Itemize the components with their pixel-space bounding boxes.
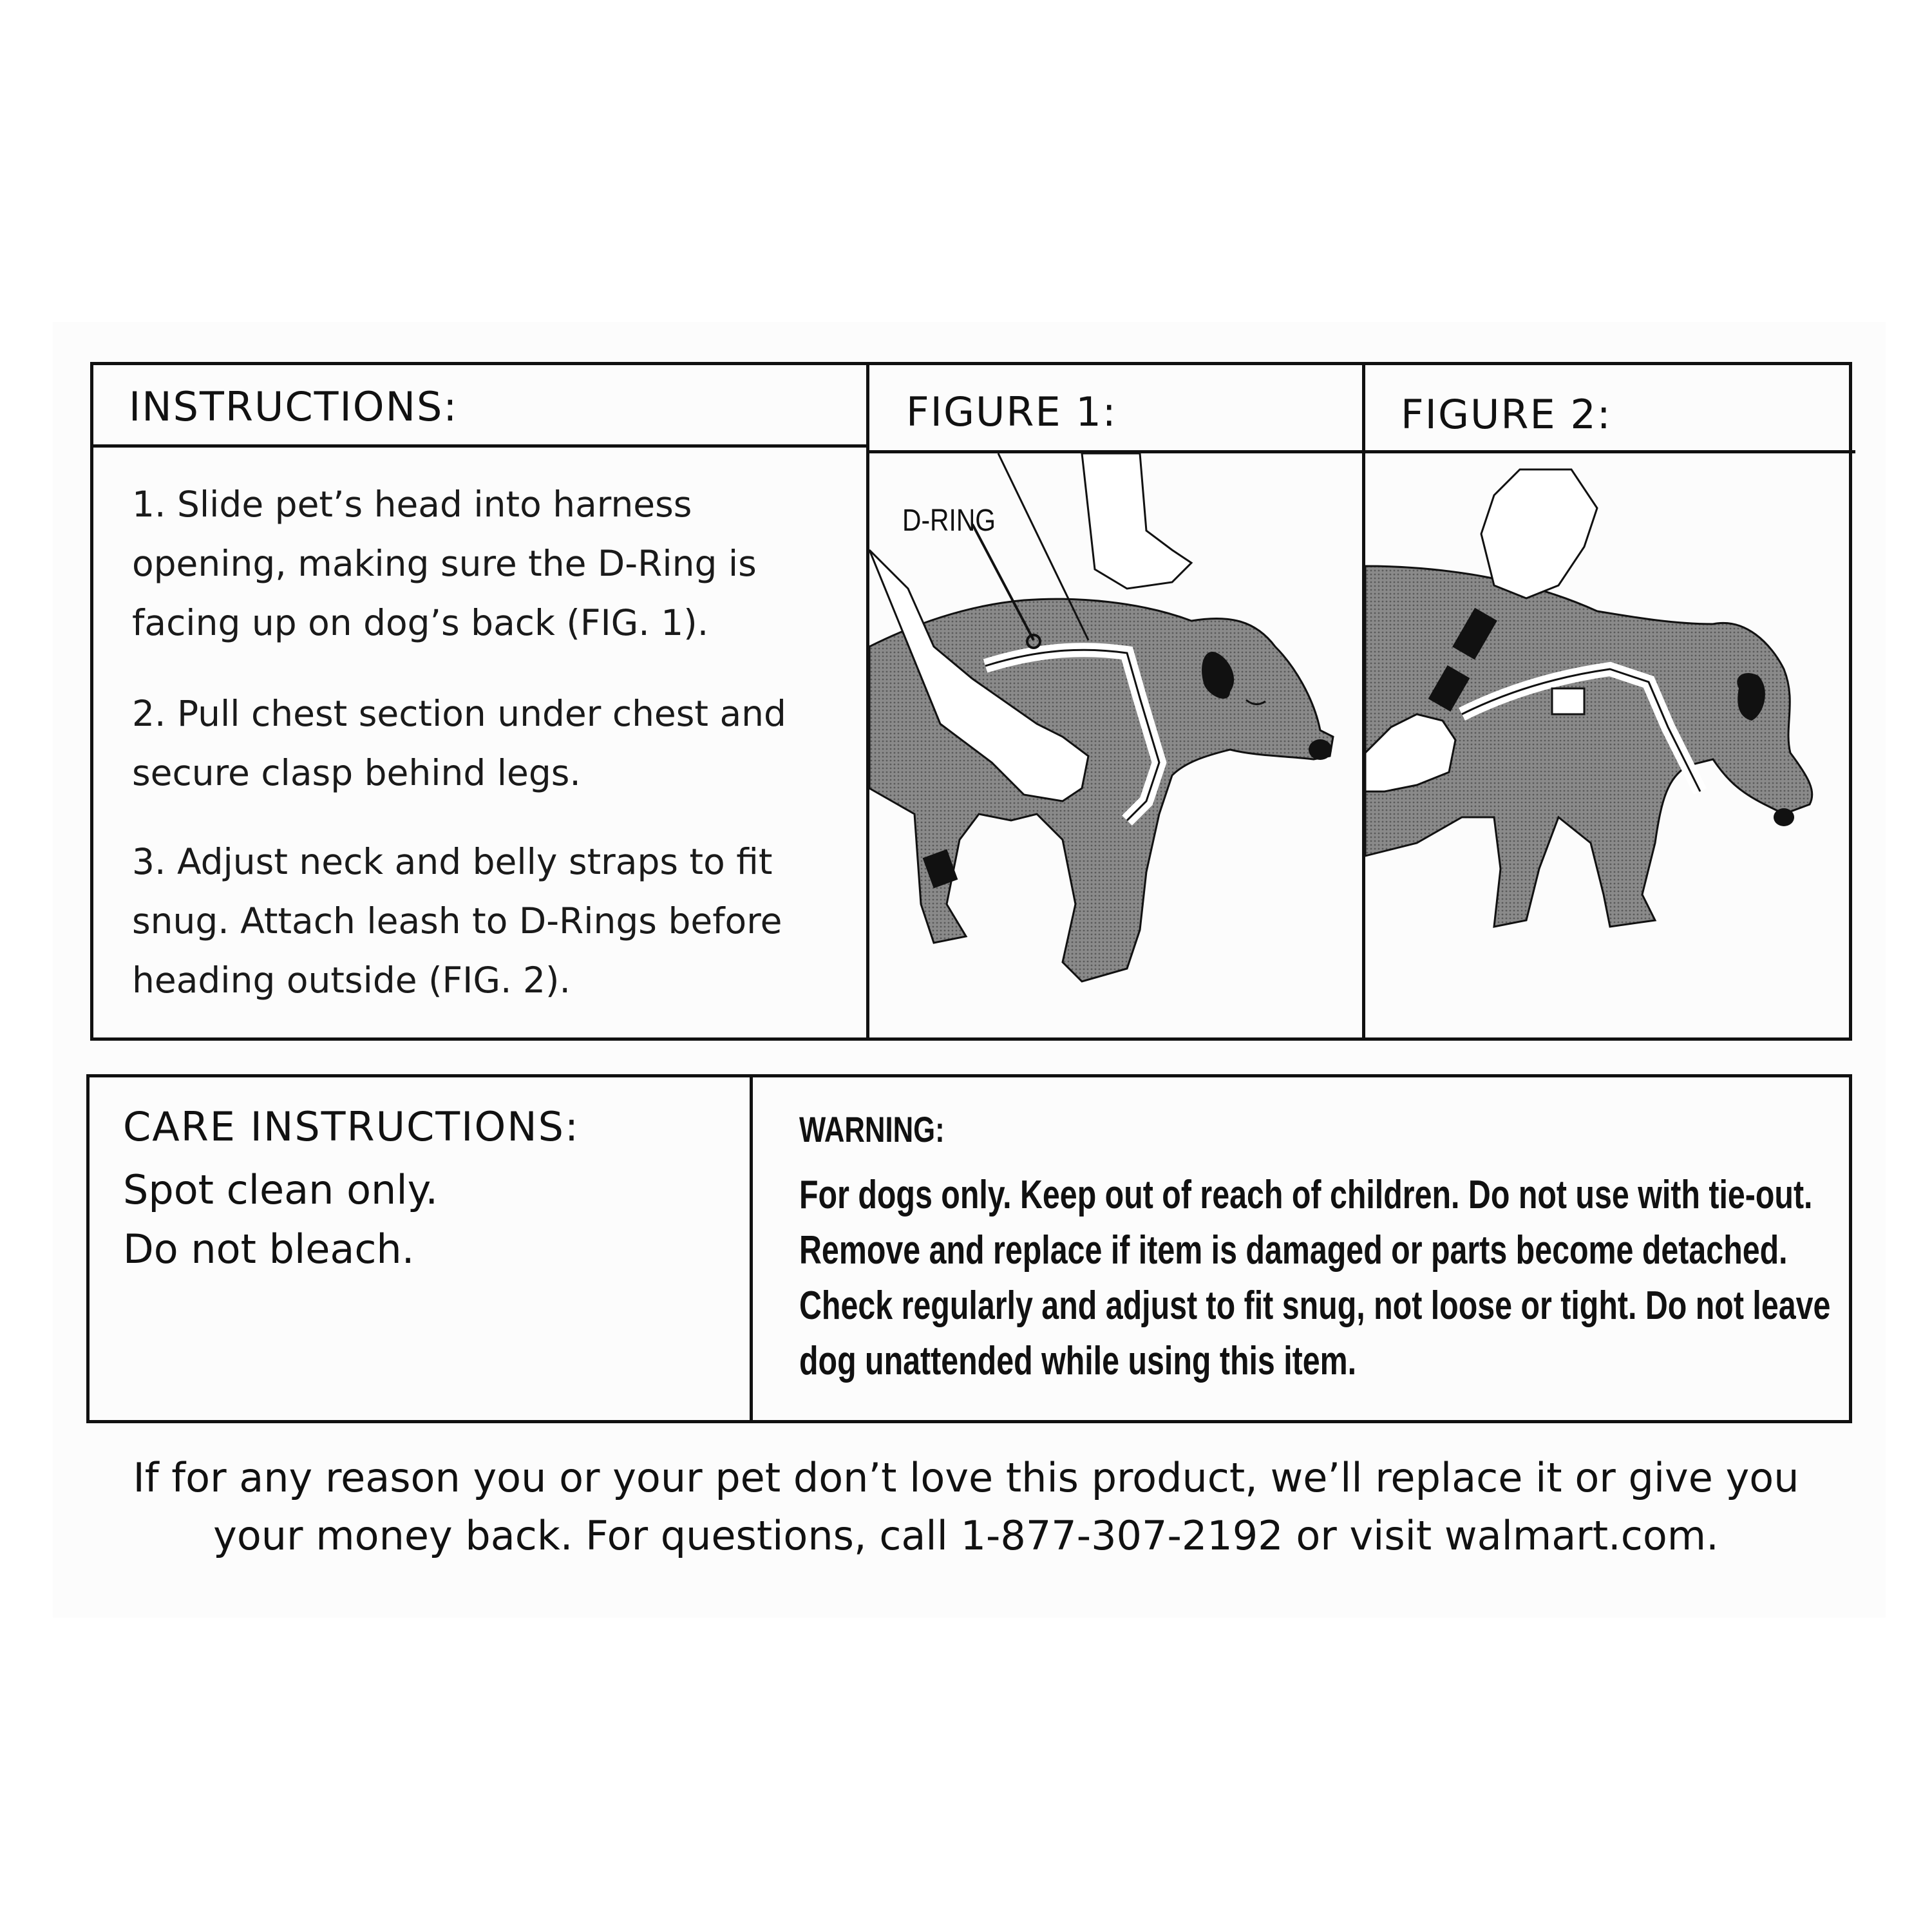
warning-section xyxy=(753,1077,1849,1420)
step-3: 3. Adjust neck and belly straps to fit snug. Attach leash to D-Rings before heading outside (FIG. 2). xyxy=(132,841,782,1001)
figure2-illustration xyxy=(1365,457,1852,1037)
d-ring-callout: D-RING xyxy=(902,503,996,538)
figure2-heading: FIGURE 2: xyxy=(1401,391,1612,438)
care-warning-panel xyxy=(86,1074,1852,1423)
figure1-illustration xyxy=(869,453,1362,1037)
instructions-heading: INSTRUCTIONS: xyxy=(129,383,459,430)
care-heading: CARE INSTRUCTIONS: xyxy=(123,1103,580,1150)
warning-text: For dogs only. Keep out of reach of children. Do not use with tie-out. Remove and replace if item is damaged or parts become detached. Check regularly and adjust to fit snug, not loose or tight. Do not leave dog unattended while using this item. xyxy=(799,1173,1831,1383)
care-line-1: Spot clean only. xyxy=(123,1166,439,1213)
figure1-heading: FIGURE 1: xyxy=(906,388,1117,435)
warning-heading: WARNING: xyxy=(799,1109,945,1150)
instructions-panel xyxy=(90,362,1852,1041)
guarantee-footer: If for any reason you or your pet don’t love this product, we’ll replace it or give you your money back. For questions, call 1-877-307-2192 or visit walmart.com. xyxy=(133,1454,1799,1559)
care-line-2: Do not bleach. xyxy=(123,1226,415,1273)
divider xyxy=(93,444,869,448)
step-2: 2. Pull chest section under chest and secure clasp behind legs. xyxy=(132,693,786,793)
step-1: 1. Slide pet’s head into harness opening, making sure the D-Ring is facing up on dog’s back (FIG. 1). xyxy=(132,484,757,643)
